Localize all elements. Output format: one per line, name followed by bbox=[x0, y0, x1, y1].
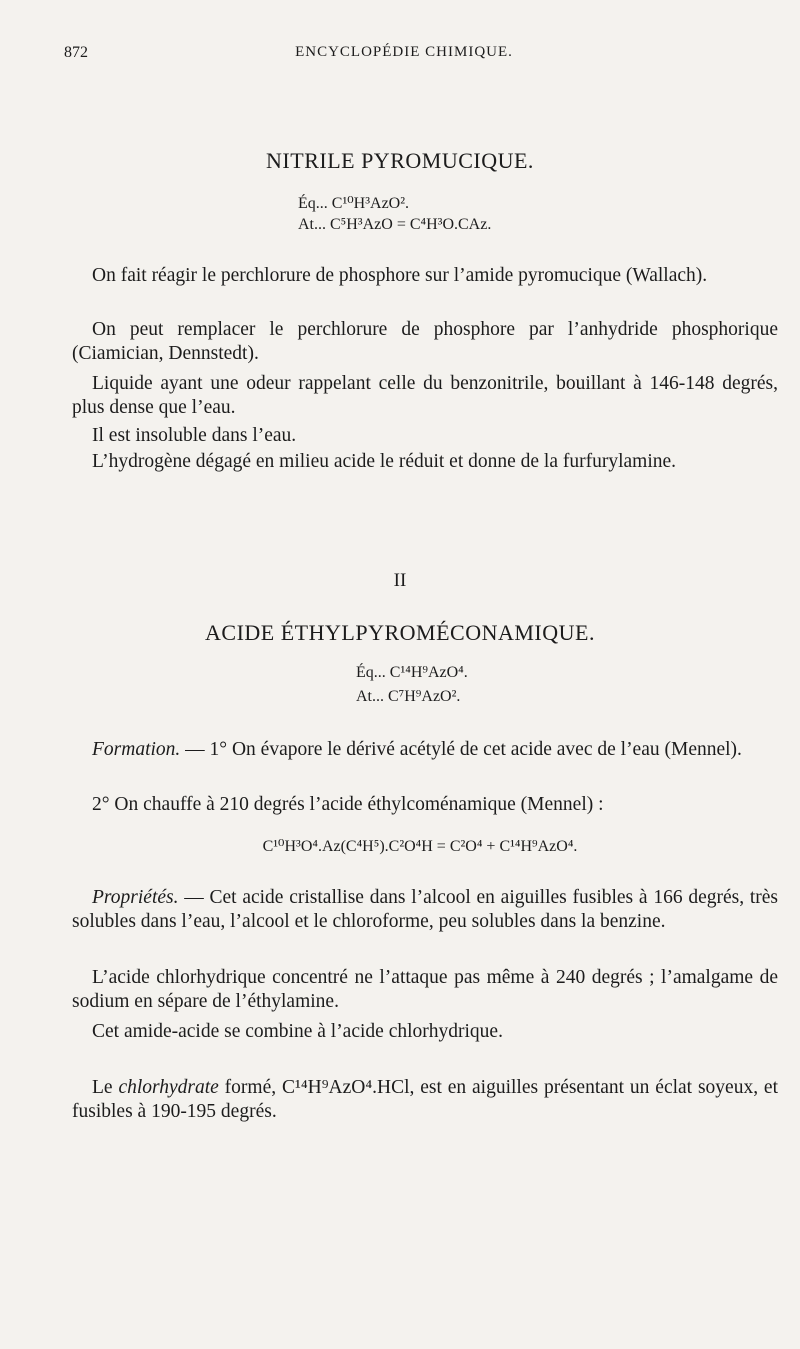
paragraph-text: On peut remplacer le perchlorure de phosphore par l’anhydride phosphorique (Ciamician, Dennstedt). bbox=[72, 319, 778, 364]
formula-value: C⁷H⁹AzO². bbox=[388, 688, 461, 705]
paragraph bbox=[72, 1020, 778, 1044]
paragraph bbox=[72, 966, 778, 1014]
paragraph bbox=[72, 264, 778, 288]
paragraph bbox=[72, 424, 778, 448]
section-number: II bbox=[393, 570, 407, 591]
paragraph-text: Liquide ayant une odeur rappelant celle du benzonitrile, bouillant à 146-148 degrés, plus dense que l’eau. bbox=[72, 373, 778, 418]
section-title-acide: ACIDE ÉTHYLPYROMÉCONAMIQUE. bbox=[205, 620, 595, 645]
formula-value: C¹⁰H³AzO². bbox=[331, 195, 410, 212]
paragraph-text: — Cet acide cristallise dans l’alcool en aiguilles fusibles à 166 degrés, très solubles dans l’eau, l’alcool et le chloroforme, peu solubles dans la benzine. bbox=[72, 887, 778, 932]
formula-atomic bbox=[298, 216, 491, 234]
formula-label: At... bbox=[298, 216, 330, 233]
formation-label: Formation. bbox=[92, 739, 181, 760]
chlorhydrate-term: chlorhydrate bbox=[118, 1077, 219, 1098]
paragraph-text: formé, C¹⁴H⁹AzO⁴.HCl, est en aiguilles présentant un éclat soyeux, et fusibles à 190-195 degrés. bbox=[72, 1077, 778, 1122]
paragraph-proprietes bbox=[72, 886, 778, 934]
paragraph-formation bbox=[72, 738, 778, 762]
paragraph bbox=[72, 372, 778, 420]
paragraph-chlorhydrate bbox=[72, 1076, 778, 1124]
formula-value: C¹⁴H⁹AzO⁴. bbox=[389, 664, 468, 681]
formula-label: Éq... bbox=[298, 195, 332, 212]
paragraph-text: L’hydrogène dégagé en milieu acide le réduit et donne de la furfurylamine. bbox=[92, 451, 677, 472]
paragraph-text: 2° On chauffe à 210 degrés l’acide éthylcoménamique (Mennel) : bbox=[92, 794, 604, 815]
paragraph-text: — 1° On évapore le dérivé acétylé de cet acide avec de l’eau (Mennel). bbox=[180, 739, 742, 760]
reaction-equation: C¹⁰H³O⁴.Az(C⁴H⁵).C²O⁴H = C²O⁴ + C¹⁴H⁹AzO⁴. bbox=[262, 838, 578, 855]
formula-label: At... bbox=[356, 688, 388, 705]
paragraph-text: Cet amide-acide se combine à l’acide chlorhydrique. bbox=[92, 1021, 503, 1042]
formula-equivalent bbox=[356, 664, 468, 682]
paragraph bbox=[72, 318, 778, 366]
proprietes-label: Propriétés. bbox=[92, 887, 179, 908]
paragraph-text: On fait réagir le perchlorure de phosphore sur l’amide pyromucique (Wallach). bbox=[92, 265, 708, 286]
formula-atomic bbox=[356, 688, 460, 706]
paragraph bbox=[72, 450, 778, 474]
running-title: ENCYCLOPÉDIE CHIMIQUE. bbox=[295, 44, 513, 60]
page-number: 872 bbox=[64, 44, 88, 61]
formula-equivalent bbox=[298, 193, 409, 213]
formula-label: Éq... bbox=[356, 664, 390, 681]
formula-value: C⁵H³AzO = C⁴H³O.CAz. bbox=[330, 216, 492, 233]
paragraph bbox=[72, 793, 778, 817]
paragraph-text: Il est insoluble dans l’eau. bbox=[92, 425, 297, 446]
section-title-nitrile: NITRILE PYROMUCIQUE. bbox=[266, 148, 534, 173]
paragraph-text: L’acide chlorhydrique concentré ne l’attaque pas même à 240 degrés ; l’amalgame de sodium en sépare de l’éthylamine. bbox=[72, 967, 778, 1012]
paragraph-text: Le bbox=[92, 1077, 119, 1098]
page-header bbox=[64, 44, 744, 66]
